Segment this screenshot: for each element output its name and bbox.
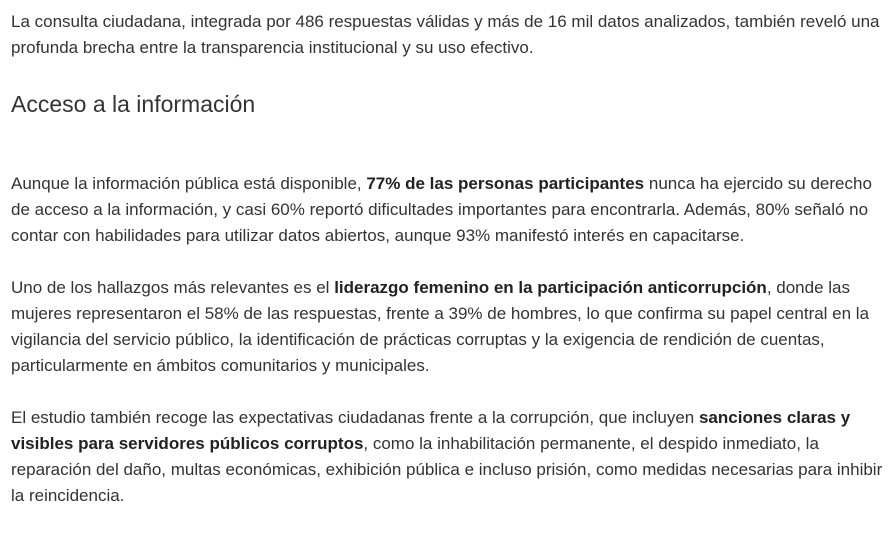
intro-paragraph: La consulta ciudadana, integrada por 486 respuestas válidas y más de 16 mil datos analizados, también reveló una profunda brecha entre la transparencia institucional y su uso efectivo. — [11, 12, 880, 57]
bold-highlight: liderazgo femenino en la participación anticorrupción — [334, 278, 767, 297]
paragraph-expectations — [11, 405, 885, 509]
bold-highlight: 77% de las personas participantes — [366, 174, 645, 193]
paragraph-text: Aunque la información pública está disponible, — [11, 174, 367, 193]
paragraph-text: El estudio también recoge las expectativas ciudadanas frente a la corrupción, que incluyen — [11, 408, 699, 427]
paragraph-text: , donde las mujeres representaron el 58% de las respuestas, frente a 39% de hombres, lo que confirma su papel central en la vigilancia del servicio público, la identificación de prácticas corruptas y la exigencia de rendición de cuentas, particularmente en ámbitos comunitarios y municipales. — [11, 278, 870, 375]
bold-highlight: sanciones claras y visibles para servidores públicos corruptos — [11, 408, 851, 453]
paragraph-female-leadership — [11, 275, 885, 379]
section-heading: Acceso a la información — [11, 91, 256, 117]
paragraph-text: nunca ha ejercido su derecho de acceso a la información, y casi 60% reportó dificultades importantes para encontrarla. Además, 80% señaló no contar con habilidades para utilizar datos abiertos, aunque 93% manifestó interés en capacitarse. — [11, 174, 872, 245]
paragraph-text: Uno de los hallazgos más relevantes es el — [11, 278, 335, 297]
paragraph-access — [11, 171, 885, 249]
paragraph-text: , como la inhabilitación permanente, el despido inmediato, la reparación del daño, multas económicas, exhibición pública e incluso prisión, como medidas necesarias para inhibir la reincidencia. — [11, 434, 883, 505]
